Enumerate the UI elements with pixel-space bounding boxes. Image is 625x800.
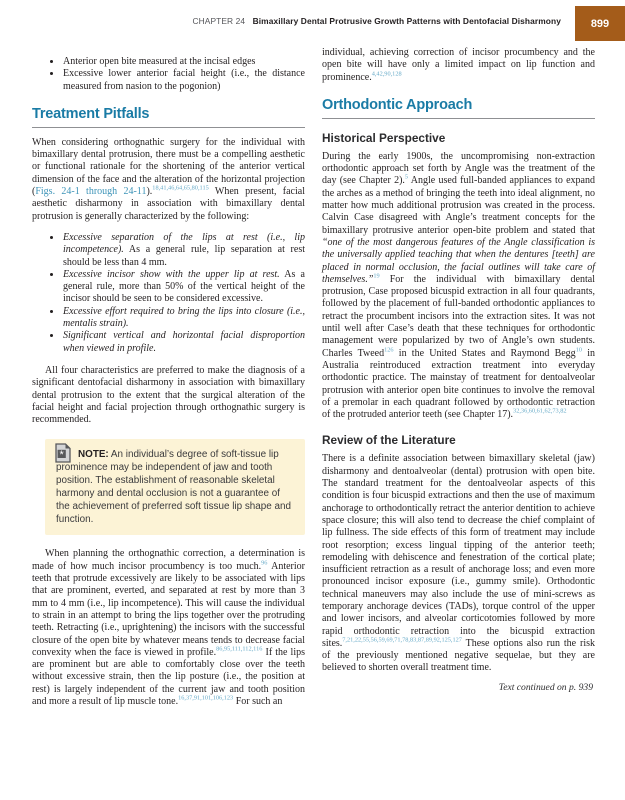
citation-superscript[interactable]: 32,36,60,61,62,73,82 — [513, 407, 567, 415]
section-heading: Orthodontic Approach — [322, 97, 595, 119]
svg-text:*: * — [59, 449, 64, 462]
right-column — [322, 47, 595, 709]
bullet-item — [62, 232, 305, 269]
paragraph — [32, 137, 305, 223]
text-run: ). — [146, 186, 153, 198]
paragraph — [32, 548, 305, 708]
text-run: There is a definite association between bimaxillary skeletal (jaw) disharmony and dentoalveolar (dental) protrusion with open bite. The standard treatment for the dentoalveolar aspects of this condition is four bicuspid extractions and then the use of maximum anchorage to orthodontically retract the anterior dentition to achieve space closure; this will also tend to decrease the chief complaint of lip fullness. The side effects of this form of treatment may include root resorption; excess lingual tipping of the anterior teeth; remodeling with dehiscence and fenestration of the cortical plate; insufficient retraction as a result of anchorage loss; and even more pronounced incisor exposure (i.e., gummy smile). Orthodontic technical maneuvers may also include the use of mini-screws as temporary anchorage devices (TADs), torque control of the upper and lower incisors, and alveolar corticotomies followed by more rapid orthodontic retraction into the bicuspid extraction sites. — [322, 453, 595, 649]
italic-text: Excessive effort required to bring the lips into closure (i.e., mentalis strain). — [63, 305, 305, 330]
text-run: These options also run the risk of the previously mentioned negative sequelae, but they are believed to shorten overall treatment time. — [322, 637, 595, 674]
bullet-item — [62, 330, 305, 355]
text-run: During the early 1900s, the uncompromising non-extraction orthodontic approach set forth by Angle was the treatment of the day (see Chapter 2). — [322, 150, 595, 187]
chapter-title: Bimaxillary Dental Protrusive Growth Patterns with Dentofacial Disharmony — [252, 16, 561, 26]
text-run: All four characteristics are preferred to make the diagnosis of a significant dentofacial disharmony in association with bimaxillary dental protrusion to the extent that the surgical alteration of the facial height and facial projection through orthognathic surgery is recommended. — [32, 364, 305, 426]
running-head-text — [40, 16, 561, 26]
italic-text: “one of the most dangerous features of the Angle classification is the universally applied teaching that when the dentures [teeth] are placed in normal occlusion, the facial outlines will take care of themselves.” — [322, 236, 595, 285]
citation-superscript[interactable]: 18,41,46,64,65,80,115 — [152, 184, 209, 192]
citation-superscript[interactable]: 86,95,111,112,116 — [216, 645, 263, 653]
text-run: For such an — [233, 695, 283, 707]
text-run: Excessive lower anterior facial height (i.e., the distance measured from nasion to the pogonion) — [63, 68, 305, 92]
citation-superscript[interactable]: 19 — [373, 272, 380, 280]
citation-superscript[interactable]: 7,21,22,55,56,59,69,71,78,83,87,89,92,125,127 — [342, 636, 462, 644]
paragraph — [32, 365, 305, 426]
note-text — [56, 448, 294, 526]
text-run: individual, achieving correction of incisor procumbency and the open bite will have only a limited impact on lip function and prominence. — [322, 47, 595, 83]
text-run: Anterior teeth that protrude excessively are likely to be associated with lips that are prominent, everted, and separated at rest by more than 3 mm to 4 mm (i.e., lip incompetence). This will cause the individual to strain in an attempt to bring the lips together over the protruding teeth. Retracting (i.e., uprightening) the incisors with the successful closure of the open bite by whatever means tends to decrease facial convexity when the face is viewed in profile. — [32, 560, 306, 658]
bullet-item — [62, 306, 305, 331]
two-column-layout — [32, 47, 595, 709]
text-run: When present, facial aesthetic disharmony in association with bimaxillary dental protrusion is generally characterized by the following: — [32, 186, 305, 222]
figure-crossref-link[interactable]: Figs. 24-1 through 24-11 — [35, 186, 147, 198]
sub-heading: Review of the Literature — [322, 433, 456, 448]
italic-text: Excessive separation of the lips at rest (i.e., lip incompetence). — [63, 231, 305, 256]
text-run: As a general rule, lip separation at rest should be less than 4 mm. — [63, 244, 305, 268]
note-label: NOTE: — [78, 449, 109, 461]
citation-superscript[interactable]: 10 — [575, 346, 582, 354]
sub-heading: Historical Perspective — [322, 130, 446, 145]
text-run: As a general rule, more than 50% of the vertical height of the incisor should be seen to be considered excessive. — [63, 268, 305, 305]
section-heading: Treatment Pitfalls — [32, 106, 305, 128]
text-run: Angle used full-banded appliances to expand the arches as a method of bringing the teeth into ideal alignment, no matter how much additional protrusion was created in the process. Calvin Case disagreed with Angle’s treatment concepts for the bimaxillary protrusive anterior open-bite problem and stated that — [322, 175, 595, 236]
bullet-list — [46, 232, 305, 355]
left-column — [32, 47, 305, 709]
text-run: When considering orthognathic surgery for the individual with bimaxillary dental protrusion, there must be a compelling aesthetic or functional rationale for the shortening of the anterior vertical dimension of the face and the alteration of the horizontal projection ( — [32, 136, 305, 198]
running-head — [0, 0, 625, 44]
bullet-item — [62, 56, 305, 68]
citation-superscript[interactable]: 126 — [384, 346, 394, 354]
text-run: For the individual with bimaxillary dental protrusion, Case proposed bicuspid extraction in all four quadrants, followed by the placement of full-banded orthodontic appliances to retract the procumbent incisors into the extraction sites. It was not until well after Case’s death that these techniques for orthodontic management were popularized by two of Angle’s own students. Charles Tweed — [322, 273, 595, 359]
text-run: in Australia reintroduced extraction treatment into everyday orthodontic practice. The mainstay of treatment for dentoalveolar protrusion with anterior open bite continues to involve the removal of a premolar in each quadrant followed by orthodontic retraction of the protruded anterior teeth (see Chapter 17). — [322, 347, 595, 421]
citation-superscript[interactable]: 96 — [261, 559, 268, 567]
citation-superscript[interactable]: 5 — [404, 174, 409, 182]
text-run: If the lips are prominent but are able to comfortably close over the teeth without excessive strain, then the lip posture (i.e., the position at rest) is largely independent of the current jaw and tooth position and more a result of lip muscle tone. — [32, 646, 305, 707]
text-run: When planning the orthognathic correction, a determination is made of how much incisor procumbency is too much. — [32, 548, 305, 572]
text-continued-note: Text continued on p. 939 — [498, 681, 593, 693]
citation-superscript[interactable]: 4,42,90,128 — [371, 70, 402, 78]
paragraph — [322, 47, 595, 84]
bullet-list — [46, 56, 305, 93]
chapter-label: CHAPTER 24 — [192, 16, 246, 26]
note-box — [45, 439, 305, 535]
paragraph — [322, 453, 595, 674]
page-number-badge: 899 — [575, 6, 625, 41]
note-body-text: An individual’s degree of soft-tissue lip prominence may be independent of jaw and tooth position. The establishment of reasonable skeletal harmony and dental occlusion is not a guarantee of the achievement of preferred soft tissue lip shape and function. — [56, 449, 291, 526]
text-run: in the United States and Raymond Begg — [393, 347, 576, 359]
note-icon — [55, 443, 71, 463]
bullet-item — [62, 68, 305, 93]
text-run: Anterior open bite measured at the incisal edges — [63, 56, 256, 67]
bullet-item — [62, 269, 305, 306]
italic-text: Significant vertical and horizontal facial disproportion when viewed in profile. — [63, 330, 305, 354]
paragraph — [322, 151, 595, 422]
citation-superscript[interactable]: 16,37,91,101,106,123 — [178, 694, 234, 702]
italic-text: Excessive incisor show with the upper lip at rest. — [63, 268, 280, 280]
